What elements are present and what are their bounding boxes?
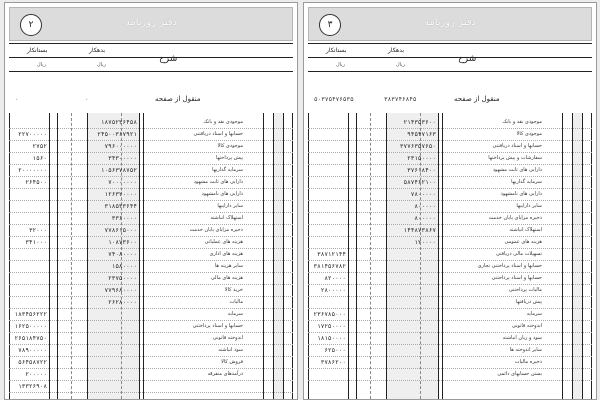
- carried-forward-label: منقول از صفحه: [454, 95, 500, 103]
- row-description: اندوخته قانونی: [511, 323, 542, 329]
- row-description: بستن حسابهای دائمی: [497, 371, 542, 377]
- row-description: حسابها و اسناد پرداختنی: [192, 323, 243, 329]
- bestankar-unit: ریال: [37, 62, 46, 68]
- header-rule: [308, 43, 592, 44]
- row-description: ذخیره مزایای پایان خدمت: [189, 227, 243, 233]
- row-debit: ۳۳۶۰۰۰۰: [111, 215, 137, 222]
- row-credit: ۱۸۱۵۰۰۰۰: [317, 335, 346, 342]
- row-description: مالیات پرداختنی: [508, 287, 542, 293]
- table-row: [308, 141, 592, 153]
- row-debit: ۸۰۰۰۰۰: [414, 203, 436, 210]
- row-credit: ۲۸۰۰۰۰۰: [320, 287, 346, 294]
- row-debit: ۳۱۸۵۳۳۶۴۴: [104, 203, 137, 210]
- row-debit: ۲۳۱۵۰۰۰۰: [407, 155, 436, 162]
- table-row: [308, 189, 592, 201]
- row-debit: ۱۴۴۸۷۳۸۶۷: [403, 227, 436, 234]
- row-debit: ۱۰۵۶۳۷۸۷۵۲: [100, 167, 137, 174]
- table-row: [9, 321, 293, 333]
- header-rule: [308, 57, 592, 58]
- row-description: ذخیره مالیات: [514, 359, 542, 365]
- bedehkar-caption: بدهکار: [89, 47, 106, 54]
- row-credit: ۱۸۳۴۵۶۲۲۲: [14, 311, 47, 318]
- ledger-grid: [308, 113, 592, 399]
- table-row: [308, 345, 592, 357]
- row-description: هزینه های مالی: [210, 275, 243, 281]
- table-row: [9, 357, 293, 369]
- table-row: [9, 237, 293, 249]
- row-credit: ۵۶۴۵۸۷۲۲: [18, 359, 47, 366]
- table-row: [9, 345, 293, 357]
- row-description: استهلاک انباشته: [210, 215, 243, 221]
- row-debit: ۲۱۴۳۵۳۶۰۰: [403, 119, 436, 126]
- row-credit: ۲۷۵۲: [32, 143, 47, 150]
- row-credit: ۷۸۹۰۰۰۰۰: [18, 347, 47, 354]
- row-credit: ۱۶۲۵۰۰۰۰۰: [14, 323, 47, 330]
- row-debit: ۹۴۵۴۷۱۶۳: [407, 131, 436, 138]
- row-debit: ۱۰۸۷۳۶۰۰: [108, 239, 137, 246]
- table-row: [9, 369, 293, 381]
- row-description: سود و زیان انباشته: [502, 335, 542, 341]
- row-credit: ۸۲۰۰۰۰: [324, 275, 346, 282]
- bestankar-caption: بستانکار: [326, 47, 347, 54]
- row-debit: ۱۵۸۰۰۰۰: [111, 263, 137, 270]
- table-row: [9, 381, 293, 393]
- row-debit: ۱۲۶۳۲۰۰۰۰: [104, 191, 137, 198]
- table-row: [308, 321, 592, 333]
- table-row: [308, 285, 592, 297]
- row-debit: ۷۴۰۸۰۰۰۰: [108, 251, 137, 258]
- table-row: [9, 177, 293, 189]
- table-row: [9, 261, 293, 273]
- row-description: هزینه های اداری: [209, 251, 243, 257]
- row-credit: ۳۸۷۱۲۱۴۴: [317, 251, 346, 258]
- row-description: سرمایه: [227, 311, 243, 317]
- page-number-badge: ۲: [20, 14, 42, 36]
- table-row: [308, 153, 592, 165]
- row-debit: ۳۷۷۶۳۵۷۶۵۰: [399, 143, 436, 150]
- row-credit: ۳۴۱۰۰۰: [25, 239, 47, 246]
- table-row: [308, 273, 592, 285]
- page-title: دفتر روزنامه: [424, 17, 476, 28]
- row-credit: ۲۰۰۰۰۰۰۰: [18, 167, 47, 174]
- row-description: دارایی های نامشهود: [201, 191, 243, 197]
- header-rule: [9, 71, 293, 72]
- carried-forward-credit: ۰: [15, 96, 19, 103]
- page-header: [9, 7, 293, 41]
- row-description: فروش کالا: [220, 359, 243, 365]
- row-description: سایر اندوخته ها: [509, 347, 542, 353]
- table-row: [308, 333, 592, 345]
- row-description: حسابها و اسناد پرداختنی: [491, 275, 542, 281]
- row-description: دارایی های ثابت مشهود: [492, 167, 542, 173]
- table-row: [308, 249, 592, 261]
- table-row: [9, 297, 293, 309]
- row-description: پیش دریافتها: [515, 299, 542, 305]
- table-row: [9, 309, 293, 321]
- row-credit: ۳۸۱۴۵۶۷۸۲: [313, 263, 346, 270]
- table-row: [308, 225, 592, 237]
- sharh-caption: شرح: [159, 54, 178, 64]
- table-row: [9, 165, 293, 177]
- sharh-caption: شرح: [458, 54, 477, 64]
- row-credit: ۳۲۰۰۰: [28, 227, 47, 234]
- row-description: هزینه های عملیاتی: [204, 239, 243, 245]
- row-credit: ۱۳۳۲۶۹۰۸: [18, 383, 47, 390]
- page-title: دفتر روزنامه: [125, 17, 177, 28]
- column-header: [9, 43, 293, 85]
- row-description: حسابها و اسناد پرداختنی تجاری: [477, 263, 542, 269]
- bestankar-unit: ریال: [336, 62, 345, 68]
- table-row: [308, 297, 592, 309]
- table-row: [308, 369, 592, 381]
- row-description: موجودی کالا: [217, 143, 243, 149]
- table-row: [9, 213, 293, 225]
- carried-forward-credit: ۵۰۳۷۵۴۷۶۵۳۵: [314, 96, 354, 103]
- row-credit: ۳۷۸۶۲۰۰: [320, 359, 346, 366]
- row-debit: ۷۰۰۰۰۰۰۰: [108, 179, 137, 186]
- table-row: [308, 357, 592, 369]
- header-rule: [9, 43, 293, 44]
- row-description: هزینه های عمومی: [504, 239, 542, 245]
- table-row: [9, 333, 293, 345]
- row-debit: ۱۸۷۵۲۳۶۴۵۸: [100, 119, 137, 126]
- row-description: موجودی نقد و بانک: [203, 119, 243, 125]
- row-debit: ۲۴۵۰۰۳۶۷۹۲۱: [97, 131, 137, 138]
- row-debit: ۷۷۹۶۸۰۰۰۰: [104, 287, 137, 294]
- table-row: [9, 249, 293, 261]
- row-description: موجودی کالا: [516, 131, 542, 137]
- row-description: سود انباشته: [218, 347, 243, 353]
- row-description: سرمایه گذاریها: [511, 179, 542, 185]
- bedehkar-caption: بدهکار: [388, 47, 405, 54]
- row-description: مالیات: [229, 299, 243, 305]
- journal-page-right: [303, 2, 597, 400]
- table-row: [308, 177, 592, 189]
- table-row: [9, 153, 293, 165]
- row-description: تسهیلات مالی دریافتی: [495, 251, 542, 257]
- row-credit: ۱۵۶۰: [32, 155, 47, 162]
- row-description: خرید کالا: [224, 287, 243, 293]
- row-description: سفارشات و پیش پرداختها: [488, 155, 542, 161]
- header-rule: [9, 57, 293, 58]
- carried-forward-debit: ۳۸۳۷۴۶۸۴۵: [384, 96, 417, 103]
- column-header: [308, 43, 592, 85]
- row-separator: [9, 392, 293, 393]
- row-debit: ۷۷۸۶۱۵۰۰۰: [104, 227, 137, 234]
- bedehkar-unit: ریال: [97, 62, 106, 68]
- row-separator: [308, 380, 592, 381]
- table-row: [308, 237, 592, 249]
- carried-forward-debit: ۰: [85, 96, 89, 103]
- row-debit: ۲۳۷۵۰۰۰۰: [108, 275, 137, 282]
- row-description: دارایی های ثابت مشهود: [193, 179, 243, 185]
- row-description: سایر هزینه ها: [214, 263, 243, 269]
- row-debit: ۱۲۰۰۰۰: [414, 239, 436, 246]
- row-description: اندوخته قانونی: [212, 335, 243, 341]
- table-row: [9, 201, 293, 213]
- table-row: [308, 165, 592, 177]
- journal-page-left: [4, 2, 298, 400]
- row-credit: ۲۶۵۱۸۴۷۵۰: [14, 335, 47, 342]
- row-description: درآمدهای متفرقه: [207, 371, 243, 377]
- header-rule: [308, 71, 592, 72]
- table-row: [9, 189, 293, 201]
- row-description: سرمایه: [526, 311, 542, 317]
- row-description: ذخیره مزایای پایان خدمت: [488, 215, 542, 221]
- row-credit: ۲۶۴۵۰۰: [25, 179, 47, 186]
- bestankar-caption: بستانکار: [27, 47, 48, 54]
- table-row: [308, 213, 592, 225]
- row-description: حسابها و اسناد دریافتنی: [492, 143, 542, 149]
- table-row: [9, 129, 293, 141]
- table-row: [308, 201, 592, 213]
- row-description: پیش پرداختها: [215, 155, 243, 161]
- row-debit: ۷۹۶۰۰۰۰۰۰: [104, 143, 137, 150]
- table-row: [308, 117, 592, 129]
- row-credit: ۲۰۰۰۰۰: [25, 371, 47, 378]
- row-description: سایر داراییها: [217, 203, 243, 209]
- row-description: موجودی نقد و بانک: [502, 119, 542, 125]
- table-row: [9, 273, 293, 285]
- row-credit: ۱۷۲۵۰۰۰۰: [317, 323, 346, 330]
- row-debit: ۳۷۶۱۸۴۰۰: [407, 167, 436, 174]
- table-row: [9, 117, 293, 129]
- row-description: سرمایه گذاریها: [212, 167, 243, 173]
- row-debit: ۳۴۳۰۰۰۰۰: [108, 155, 137, 162]
- row-debit: ۲۶۲۸۰۰۰۰: [108, 299, 137, 306]
- row-description: دارایی های نامشهود: [500, 191, 542, 197]
- row-credit: ۶۲۵۰۰۰: [324, 347, 346, 354]
- page-header: [308, 7, 592, 41]
- bedehkar-unit: ریال: [396, 62, 405, 68]
- row-description: سایر داراییها: [516, 203, 542, 209]
- table-row: [9, 285, 293, 297]
- row-debit: ۷۸۰۰۰۰۰: [410, 191, 436, 198]
- row-description: حسابها و اسناد دریافتنی: [193, 131, 243, 137]
- row-credit: ۲۲۷۰۰۰۰۰: [18, 131, 47, 138]
- row-description: استهلاک انباشته: [509, 227, 542, 233]
- table-row: [9, 225, 293, 237]
- page-number-badge: ۳: [319, 14, 341, 36]
- carried-forward-label: منقول از صفحه: [155, 95, 201, 103]
- table-row: [9, 141, 293, 153]
- row-debit: ۵۸۷۴۶۲۱۰۰: [403, 179, 436, 186]
- table-row: [308, 129, 592, 141]
- table-row: [308, 261, 592, 273]
- ledger-grid: [9, 113, 293, 399]
- row-credit: ۲۳۶۷۸۵۰۰۰: [313, 311, 346, 318]
- table-row: [308, 309, 592, 321]
- row-debit: ۸۰۰۰۰۰: [414, 215, 436, 222]
